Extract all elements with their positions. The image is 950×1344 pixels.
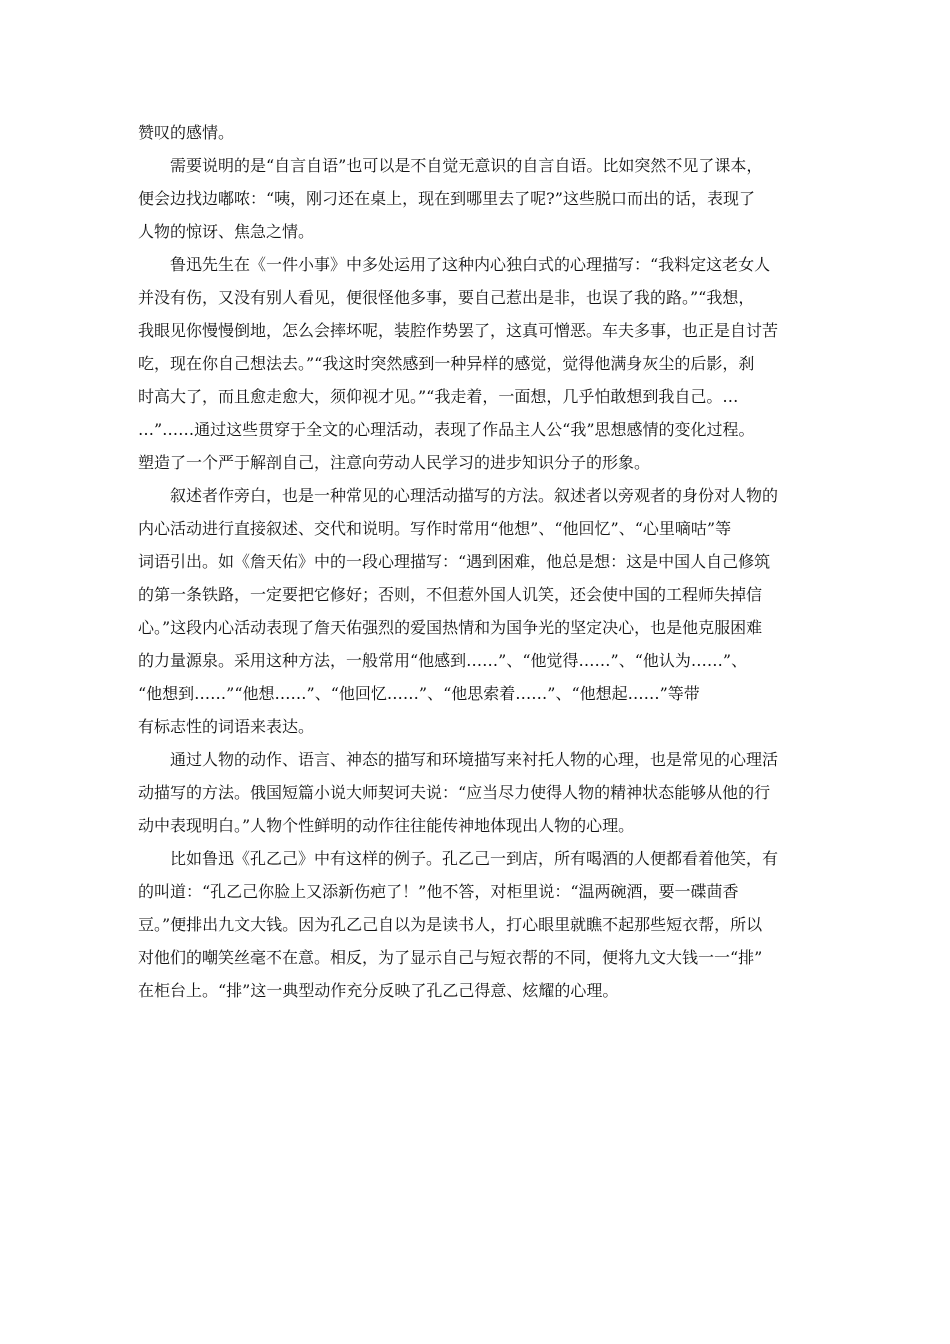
text-line: 人物的惊讶、焦急之情。 <box>138 222 315 241</box>
text-line: 的力量源泉。采用这种方法，一般常用“他感到……”、“他觉得……”、“他认为……”、 <box>138 651 748 670</box>
text-line: 内心活动进行直接叙述、交代和说明。写作时常用“他想”、“他回忆”、“心里嘀咕”等 <box>138 519 732 538</box>
text-line: “他想到……”“他想……”、“他回忆……”、“他思索着……”、“他想起……”等带 <box>138 684 700 703</box>
text-line: …”……通过这些贯穿于全文的心理活动，表现了作品主人公“我”思想感情的变化过程。 <box>138 420 755 439</box>
paragraph <box>138 116 818 149</box>
text-line: 时高大了，而且愈走愈大，须仰视才见。”“我走着，一面想，几乎怕敢想到我自己。… <box>138 387 739 406</box>
text-line: 动描写的方法。俄国短篇小说大师契诃夫说：“应当尽力使得人物的精神状态能够从他的行 <box>138 783 771 802</box>
text-line: 塑造了一个严于解剖自己，注意向劳动人民学习的进步知识分子的形象。 <box>138 453 651 472</box>
text-line: 赞叹的感情。 <box>138 123 235 142</box>
text-line: 需要说明的是“自言自语”也可以是不自觉无意识的自言自语。比如突然不见了课本， <box>138 156 763 175</box>
text-line: 有标志性的词语来表达。 <box>138 717 315 736</box>
text-line: 吃，现在你自己想法去。”“我这时突然感到一种异样的感觉，觉得他满身灰尘的后影，刹 <box>138 354 755 373</box>
text-line: 词语引出。如《詹天佑》中的一段心理描写：“遇到困难，他总是想：这是中国人自己修筑 <box>138 552 771 571</box>
text-line: 我眼见你慢慢倒地，怎么会摔坏呢，装腔作势罢了，这真可憎恶。车夫多事，也正是自讨苦 <box>138 321 779 340</box>
text-line: 的叫道：“孔乙己你脸上又添新伤疤了！”他不答，对柜里说：“温两碗酒，要一碟茴香 <box>138 882 739 901</box>
text-line: 并没有伤，又没有别人看见，便很怪他多事，要自己惹出是非，也误了我的路。”“我想， <box>138 288 755 307</box>
paragraph <box>138 842 818 1007</box>
paragraph <box>138 479 818 743</box>
text-line: 对他们的嘲笑丝毫不在意。相反，为了显示自己与短衣帮的不同，便将九文大钱一一“排” <box>138 948 763 967</box>
paragraph <box>138 149 818 248</box>
text-line: 在柜台上。“排”这一典型动作充分反映了孔乙己得意、炫耀的心理。 <box>138 981 619 1000</box>
paragraph <box>138 743 818 842</box>
text-line: 便会边找边嘟哝：“咦，刚刁还在桌上，现在到哪里去了呢?”这些脱口而出的话，表现了 <box>138 189 755 208</box>
text-line: 动中表现明白。”人物个性鲜明的动作往往能传神地体现出人物的心理。 <box>138 816 635 835</box>
paragraph <box>138 248 818 479</box>
text-line: 的第一条铁路，一定要把它修好；否则，不但惹外国人讥笑，还会使中国的工程师失掉信 <box>138 585 763 604</box>
text-line: 通过人物的动作、语言、神态的描写和环境描写来衬托人物的心理，也是常见的心理活 <box>138 750 779 769</box>
document-body <box>138 116 818 1007</box>
text-line: 心。”这段内心活动表现了詹天佑强烈的爱国热情和为国争光的坚定决心，也是他克服困难 <box>138 618 763 637</box>
text-line: 叙述者作旁白，也是一种常见的心理活动描写的方法。叙述者以旁观者的身份对人物的 <box>138 486 779 505</box>
text-line: 豆。”便排出九文大钱。因为孔乙己自以为是读书人，打心眼里就瞧不起那些短衣帮，所以 <box>138 915 763 934</box>
text-line: 比如鲁迅《孔乙己》中有这样的例子。孔乙己一到店，所有喝酒的人便都看着他笑，有 <box>138 849 779 868</box>
text-line: 鲁迅先生在《一件小事》中多处运用了这种内心独白式的心理描写：“我料定这老女人 <box>138 255 771 274</box>
